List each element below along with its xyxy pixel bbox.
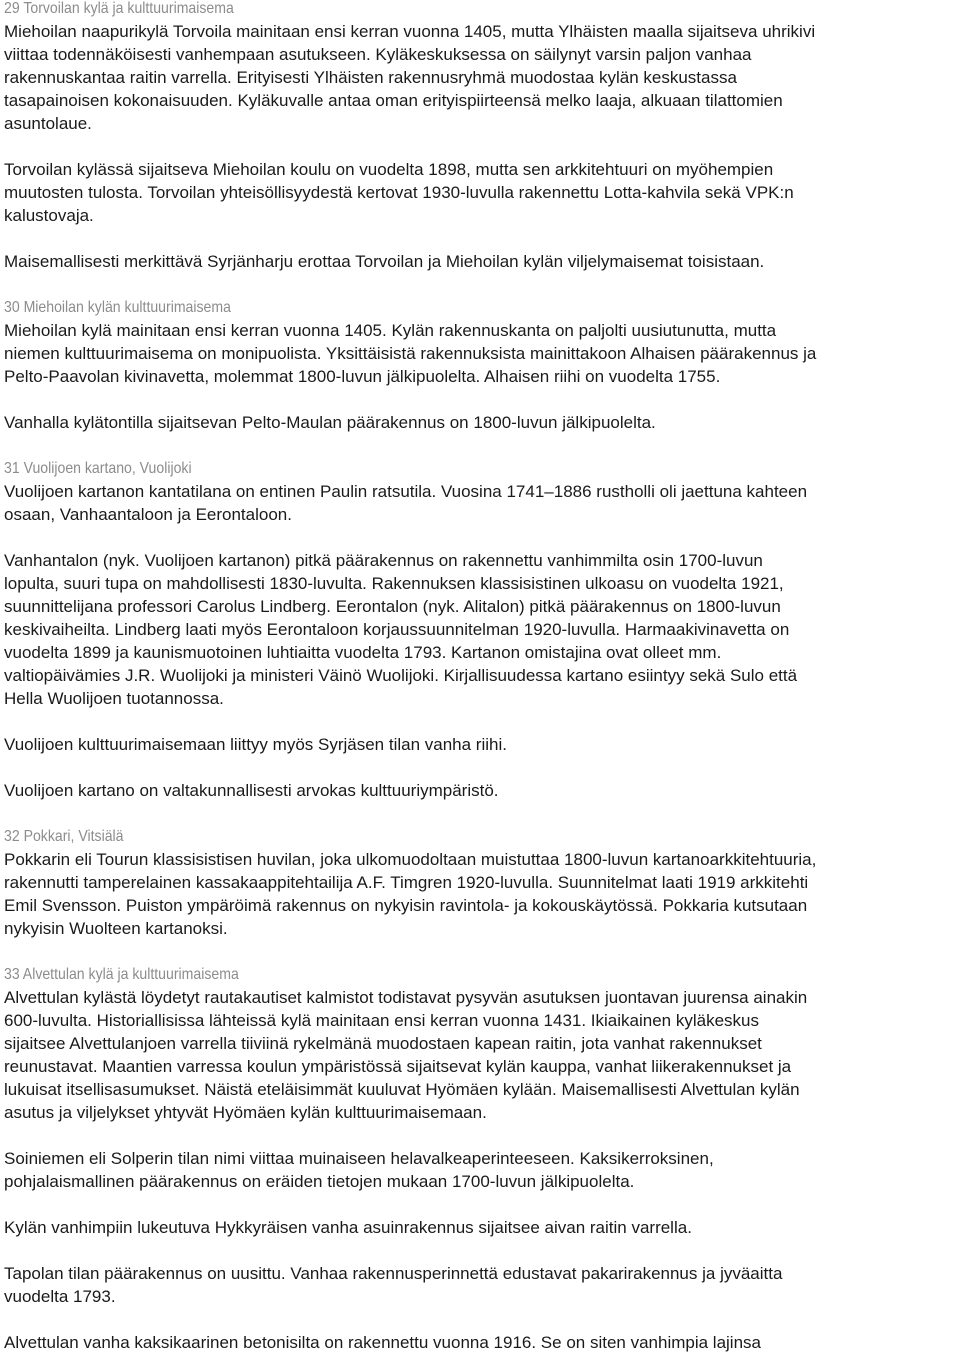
- section-heading: 30 Miehoilan kylän kulttuurimaisema: [4, 299, 231, 316]
- paragraph: Vanhalla kylätontilla sijaitsevan Pelto-Maulan päärakennus on 1800-luvun jälkipuolelta.: [4, 413, 656, 432]
- paragraph: Miehoilan kylä mainitaan ensi kerran vuonna 1405. Kylän rakennuskanta on paljolti uusiutunutta, mutta niemen kulttuurimaisema on monipuolista. Yksittäisistä rakennuksista mainittakoon Alhaisen päärakennus ja Pelto-Paavolan kivinavetta, molemmat 1800-luvun jälkipuolelta. Alhaisen riihi on vuodelta 1755.: [4, 321, 817, 386]
- paragraph: Vuolijoen kulttuurimaisemaan liittyy myös Syrjäsen tilan vanha riihi.: [4, 735, 507, 754]
- paragraph: Torvoilan kylässä sijaitseva Miehoilan koulu on vuodelta 1898, mutta sen arkkitehtuuri on myöhempien muutosten tulosta. Torvoilan yhteisöllisyydestä kertovat 1930-luvulla rakennettu Lotta-kahvila sekä VPK:n kalustovaja.: [4, 160, 794, 225]
- paragraph: Tapolan tilan päärakennus on uusittu. Vanhaa rakennusperinnettä edustavat pakarirakennus ja jyväaitta vuodelta 1793.: [4, 1264, 783, 1306]
- section-32: [4, 825, 960, 963]
- paragraph: Miehoilan naapurikylä Torvoila mainitaan ensi kerran vuonna 1405, mutta Ylhäisten maalla sijaitseva uhrikivi viittaa todennäköisesti vanhempaan asutukseen. Kyläkeskuksessa on säilynyt varsin paljon vanhaa rakennuskantaa raitin varrella. Erityisesti Ylhäisten rakennusryhmä muodostaa kylän keskustassa tasapainoisen kokonaisuuden. Kyläkuvalle antaa oman erityispiirteensä melko laaja, alkuaan tilattomien asuntolaue.: [4, 22, 816, 133]
- paragraph: Pokkarin eli Tourun klassisistisen huvilan, joka ulkomuodoltaan muistuttaa 1800-luvun kartanoarkkitehtuuria, rakennutti tamperelainen kassakaappitehtailija A.F. Timgren 1920-luvulla. Suunnitelmat laati 1919 arkkitehti Emil Svensson. Puiston ympäröimä rakennus on nykyisin ravintola- ja kokouskäytössä. Pokkaria kutsutaan nykyisin Wuolteen kartanoksi.: [4, 850, 817, 938]
- paragraph: Alvettulan kylästä löydetyt rautakautiset kalmistot todistavat pysyvän asutuksen juontavan juurensa ainakin 600-luvulta. Historiallisissa lähteissä kylä mainitaan ensi kerran vuonna 1431. Ikiaikainen kyläkeskus sijaitsee Alvettulanjoen varrella tiiviinä rykelmänä muodostaen kapean raitin, jota vanhat rakennukset reunustavat. Maantien varressa koulun ympäristössä sijaitsevat kylän kauppa, vanhat liikerakennukset ja lukuisat itsellisasumukset. Näistä eteläisimmät kuuluvat Hyömäen kylään. Maisemallisesti Alvettulan kylän asutus ja viljelykset yhtyvät Hyömäen kylän kulttuurimaisemaan.: [4, 988, 808, 1122]
- section-30: [4, 296, 960, 457]
- document-page: [4, 0, 960, 1354]
- section-heading: 29 Torvoilan kylä ja kulttuurimaisema: [4, 0, 234, 17]
- section-31: [4, 457, 960, 825]
- section-heading: 32 Pokkari, Vitsiälä: [4, 828, 124, 845]
- paragraph: Vuolijoen kartanon kantatilana on entinen Paulin ratsutila. Vuosina 1741–1886 rustholli oli jaettuna kahteen osaan, Vanhaantaloon ja Eerontaloon.: [4, 482, 808, 524]
- paragraph: Soiniemen eli Solperin tilan nimi viittaa muinaiseen helavalkeaperinteeseen. Kaksikerroksinen, pohjalaismallinen päärakennus on eräiden tietojen mukaan 1700-luvun jälkipuolelta.: [4, 1149, 714, 1191]
- section-heading: 31 Vuolijoen kartano, Vuolijoki: [4, 460, 192, 477]
- section-33: [4, 963, 960, 1354]
- paragraph: Vuolijoen kartano on valtakunnallisesti arvokas kulttuuriympäristö.: [4, 781, 499, 800]
- paragraph: Kylän vanhimpiin lukeutuva Hykkyräisen vanha asuinrakennus sijaitsee aivan raitin varrella.: [4, 1218, 692, 1237]
- paragraph: Alvettulan vanha kaksikaarinen betonisilta on rakennettu vuonna 1916. Se on siten vanhimpia lajinsa: [4, 1333, 761, 1352]
- paragraph: Vanhantalon (nyk. Vuolijoen kartanon) pitkä päärakennus on rakennettu vanhimmilta osin 1700-luvun lopulta, suuri tupa on mahdollisesti 1830-luvulta. Rakennuksen klassisistinen ulkoasu on vuodelta 1921, suunnittelijana professori Carolus Lindberg. Eerontalon (nyk. Alitalon) pitkä päärakennus on 1800-luvun keskivaiheilta. Lindberg laati myös Eerontaloon korjaussuunnitelman 1920-luvulla. Harmaakivinavetta on vuodelta 1899 ja kaunismuotoinen luhtiaitta vuodelta 1793. Kartanon omistajina ovat olleet mm. valtiopäivämies J.R. Wuolijoki ja ministeri Väinö Wuolijoki. Kirjallisuudessa kartano esiintyy sekä Sulo että Hella Wuolijoen tuotannossa.: [4, 551, 798, 708]
- section-29: [4, 0, 960, 296]
- paragraph: Maisemallisesti merkittävä Syrjänharju erottaa Torvoilan ja Miehoilan kylän viljelymaisemat toisistaan.: [4, 252, 765, 271]
- section-heading: 33 Alvettulan kylä ja kulttuurimaisema: [4, 966, 239, 983]
